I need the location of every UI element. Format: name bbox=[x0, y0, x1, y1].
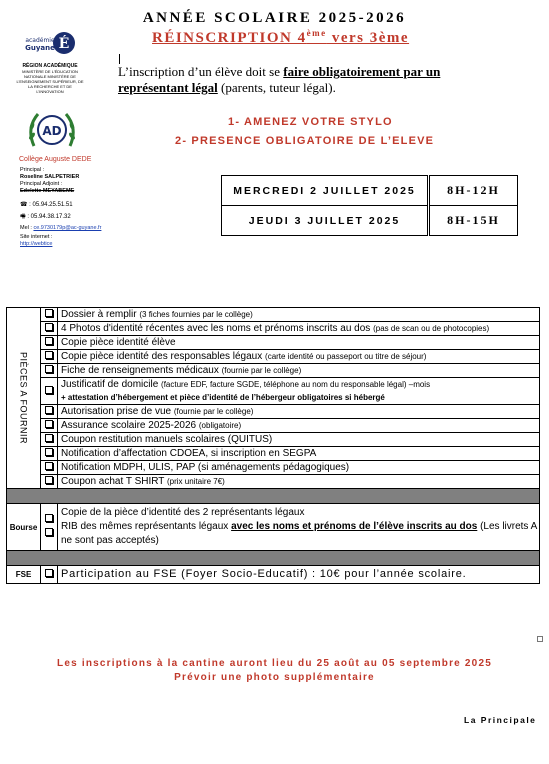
checkbox[interactable] bbox=[41, 419, 58, 433]
checkbox[interactable] bbox=[41, 475, 58, 489]
section-pieces: PIÈCES A FOURNIR bbox=[7, 308, 41, 489]
table-row bbox=[7, 447, 540, 461]
checkbox[interactable] bbox=[41, 566, 58, 584]
resize-handle[interactable] bbox=[537, 636, 543, 642]
svg-text:Guyane: Guyane bbox=[25, 44, 55, 52]
table-row bbox=[7, 566, 540, 584]
table-row bbox=[7, 336, 540, 350]
principal-label: Principal : bbox=[20, 167, 45, 173]
academie-logo bbox=[15, 30, 85, 94]
phone-icon: ☎ bbox=[20, 202, 28, 208]
schedule-table bbox=[221, 175, 518, 236]
checkbox[interactable] bbox=[41, 322, 58, 336]
checkbox[interactable] bbox=[41, 308, 58, 322]
list-item: Justificatif de domicile (facture EDF, facture SGDE, téléphone au nom du responsable légal) –mois + attestation d’hébergement et pièce d’identité de l’hébergeur obligatoires si hébergé bbox=[58, 378, 540, 405]
text-cursor bbox=[119, 54, 120, 64]
adjoint-name: Edelette MEYABEME bbox=[20, 188, 75, 194]
svg-text:académie: académie bbox=[25, 37, 55, 44]
documents-table bbox=[6, 307, 540, 584]
checkbox[interactable] bbox=[41, 336, 58, 350]
list-item: Copie pièce identité des responsables légaux (carte identité ou passeport ou titre de séjour) bbox=[58, 350, 540, 364]
table-row bbox=[7, 461, 540, 475]
section-bourse: Bourse bbox=[7, 504, 41, 551]
instruction-presence: 2- PRESENCE OBLIGATOIRE DE L’ELEVE bbox=[175, 135, 435, 147]
table-row bbox=[7, 405, 540, 419]
table-row bbox=[7, 378, 540, 405]
checkbox[interactable] bbox=[41, 350, 58, 364]
table-row bbox=[7, 475, 540, 489]
schedule-time: 8H-15H bbox=[429, 206, 518, 236]
table-row bbox=[7, 322, 540, 336]
principal-name: Roseline SALPETRIER bbox=[20, 174, 80, 180]
checkbox[interactable] bbox=[41, 433, 58, 447]
instruction-pen: 1- AMENEZ VOTRE STYLO bbox=[228, 116, 393, 128]
schedule-row bbox=[222, 176, 518, 206]
svg-text:AD: AD bbox=[42, 124, 62, 138]
page-subtitle: RÉINSCRIPTION 4ème vers 3ème bbox=[152, 28, 410, 46]
checkbox[interactable] bbox=[41, 461, 58, 475]
table-row bbox=[7, 308, 540, 322]
college-contacts bbox=[20, 167, 110, 248]
list-item: Participation au FSE (Foyer Socio-Educatif) : 10€ pour l’année scolaire. bbox=[58, 566, 540, 584]
region-label: RÉGION ACADÉMIQUE bbox=[22, 63, 78, 69]
list-item: Notification MDPH, ULIS, PAP (si aménagements pédagogiques) bbox=[58, 461, 540, 475]
mail-label: Mel : bbox=[20, 225, 32, 231]
list-item: Copie de la pièce d’identité des 2 représentants légaux RIB des mêmes représentants légaux avec les noms et prénoms de l’élève inscrits au dos (Les livrets A ne sont pas acceptés) bbox=[58, 504, 540, 551]
table-row bbox=[7, 433, 540, 447]
list-item: Fiche de renseignements médicaux (fournie par le collège) bbox=[58, 364, 540, 378]
list-item: Coupon restitution manuels scolaires (QUITUS) bbox=[58, 433, 540, 447]
schedule-date: JEUDI 3 JUILLET 2025 bbox=[222, 206, 429, 236]
list-item: 4 Photos d'identité récentes avec les noms et prénoms inscrits au dos (pas de scan ou de photocopies) bbox=[58, 322, 540, 336]
table-row bbox=[7, 364, 540, 378]
table-row bbox=[7, 419, 540, 433]
adjoint-label: Principal Adjoint : bbox=[20, 181, 63, 187]
ministere-label: MINISTÈRE DE L’ÉDUCATION NATIONALE MINISTÈRE DE L’ENSEIGNEMENT SUPÉRIEUR, DE LA RECHERCHE ET DE L’INNOVATION bbox=[16, 69, 84, 94]
schedule-date: MERCREDI 2 JUILLET 2025 bbox=[222, 176, 429, 206]
cantine-dates: Les inscriptions à la cantine auront lieu du 25 août au 05 septembre 2025 bbox=[57, 658, 492, 669]
signature: La Principale bbox=[464, 715, 537, 725]
site-link[interactable]: http://webtice bbox=[20, 241, 53, 247]
checkbox[interactable] bbox=[41, 378, 58, 405]
schedule-time: 8H-12H bbox=[429, 176, 518, 206]
intro-text: L’inscription d’un élève doit se faire obligatoirement par un représentant légal (parents, tuteur légal). bbox=[118, 64, 441, 95]
list-item: Notification d’affectation CDOEA, si inscription en SEGPA bbox=[58, 447, 540, 461]
table-row bbox=[7, 504, 540, 551]
fax-icon: 🖷 bbox=[20, 214, 26, 220]
academie-emblem-icon bbox=[20, 30, 80, 56]
checkbox[interactable] bbox=[41, 447, 58, 461]
svg-text:É: É bbox=[58, 36, 70, 52]
list-item: Assurance scolaire 2025-2026 (obligatoire) bbox=[58, 419, 540, 433]
list-item: Coupon achat T SHIRT (prix unitaire 7€) bbox=[58, 475, 540, 489]
separator-row bbox=[7, 551, 540, 566]
separator-row bbox=[7, 489, 540, 504]
cantine-notice bbox=[0, 657, 549, 685]
checkbox[interactable] bbox=[41, 504, 58, 551]
section-fse: FSE bbox=[7, 566, 41, 584]
checkbox[interactable] bbox=[41, 364, 58, 378]
schedule-row bbox=[222, 206, 518, 236]
list-item: Autorisation prise de vue (fournie par le collège) bbox=[58, 405, 540, 419]
table-row bbox=[7, 350, 540, 364]
cantine-photo: Prévoir une photo supplémentaire bbox=[174, 672, 375, 683]
laurel-logo-icon bbox=[24, 106, 80, 154]
page-title: ANNÉE SCOLAIRE 2025-2026 bbox=[142, 10, 407, 26]
list-item: Dossier à remplir (3 fiches fournies par le collège) bbox=[58, 308, 540, 322]
mail-link[interactable]: ce.9730179p@ac-guyane.fr bbox=[33, 225, 102, 231]
college-name: Collège Auguste DEDE bbox=[19, 156, 92, 163]
checkbox[interactable] bbox=[41, 405, 58, 419]
phone-2: : 05.94.38.17.32 bbox=[27, 214, 71, 220]
site-label: Site internet : bbox=[20, 234, 53, 240]
phone-1: : 05.94.25.51.51 bbox=[29, 202, 73, 208]
list-item: Copie pièce identité élève bbox=[58, 336, 540, 350]
college-logo bbox=[24, 106, 80, 159]
